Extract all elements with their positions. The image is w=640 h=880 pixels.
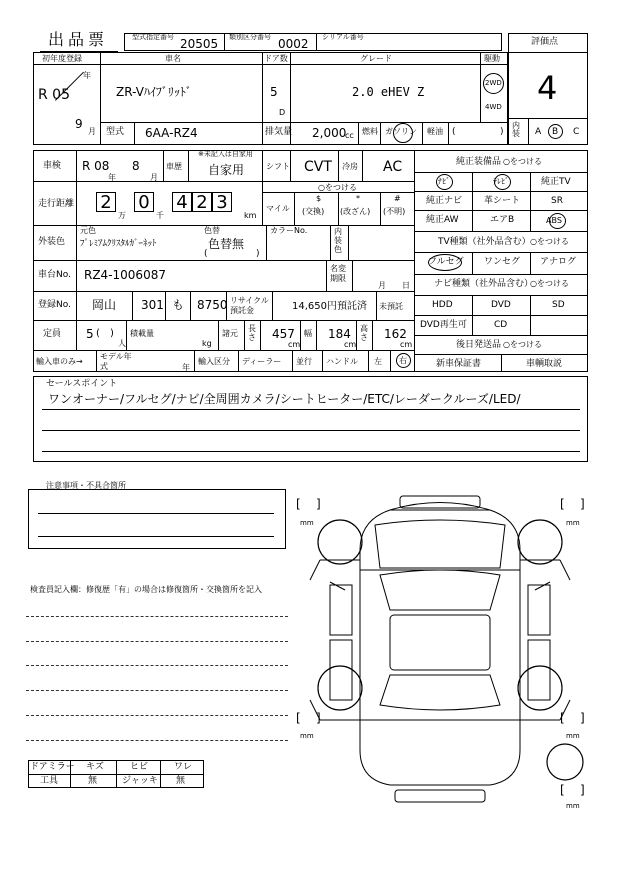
reg-kana: も [172, 298, 185, 312]
reg-area: 岡山 [92, 298, 117, 312]
class-number: 0002 [278, 37, 309, 51]
tv-fullseg: フルセグ [428, 257, 464, 267]
first-reg-era: R 05 [38, 87, 70, 103]
color-change: 色替無 [208, 237, 245, 251]
vehicle-name: ZR-Vﾊｲﾌﾞﾘｯﾄﾞ [116, 85, 192, 99]
fuel-diesel: 軽油 [427, 127, 443, 136]
usage-type: 自家用 [208, 163, 245, 177]
mileage-digit-5: 3 [212, 192, 232, 212]
width-value: 184 [328, 327, 351, 341]
mileage-digit-1: 2 [96, 192, 116, 212]
height-value: 162 [384, 327, 407, 341]
door-count: 5 [270, 85, 278, 99]
equip-tv: ﾃﾚﾋﾞ [493, 177, 509, 186]
ac-type: AC [383, 159, 403, 175]
capacity-value: 5 [86, 327, 94, 341]
shift-type: CVT [304, 159, 332, 175]
interior-grade-selected: B [552, 127, 559, 137]
shaken-month: 8 [132, 159, 140, 173]
equip-navi: ﾅﾋﾞ [438, 177, 450, 186]
first-reg-month: 9 [75, 117, 83, 131]
mileage-digit-3: 4 [172, 192, 192, 212]
length-value: 457 [272, 327, 295, 341]
mileage-digit-4: 2 [192, 192, 212, 212]
recycle-fee: 14,650円預託済 [292, 301, 367, 312]
drive-4wd: 4WD [485, 103, 502, 111]
fuel-gasoline: ガソリン [385, 127, 417, 136]
reg-number: 8750 [197, 298, 228, 312]
score-value: 4 [537, 69, 558, 107]
grade-value: 2.0 eHEV Z [352, 85, 425, 99]
type-number: 20505 [180, 37, 219, 51]
handle-right: 右 [399, 356, 407, 365]
form-title: 出品票 [48, 30, 109, 49]
reg-class: 301 [141, 298, 164, 312]
notes-box [28, 489, 286, 549]
sales-point-text: ワンオーナー/フルセグ/ナビ/全周囲カメラ/シートヒーター/ETC/レーダークルーズ/LED/ [48, 392, 521, 406]
original-color: ﾌﾟﾚﾐｱﾑｸﾘｽﾀﾙｶﾞｰﾈｯﾄ [80, 239, 157, 249]
mileage-digit-2: 0 [134, 192, 154, 212]
equip-abs: ABS [546, 216, 562, 225]
shaken-era: R 08 [82, 159, 110, 173]
car-damage-diagram [290, 490, 590, 810]
displacement: 2,000 [312, 126, 347, 140]
model-code: 6AA-RZ4 [145, 126, 198, 140]
drive-2wd: 2WD [485, 79, 502, 87]
chassis-number: RZ4-1006087 [84, 268, 166, 282]
